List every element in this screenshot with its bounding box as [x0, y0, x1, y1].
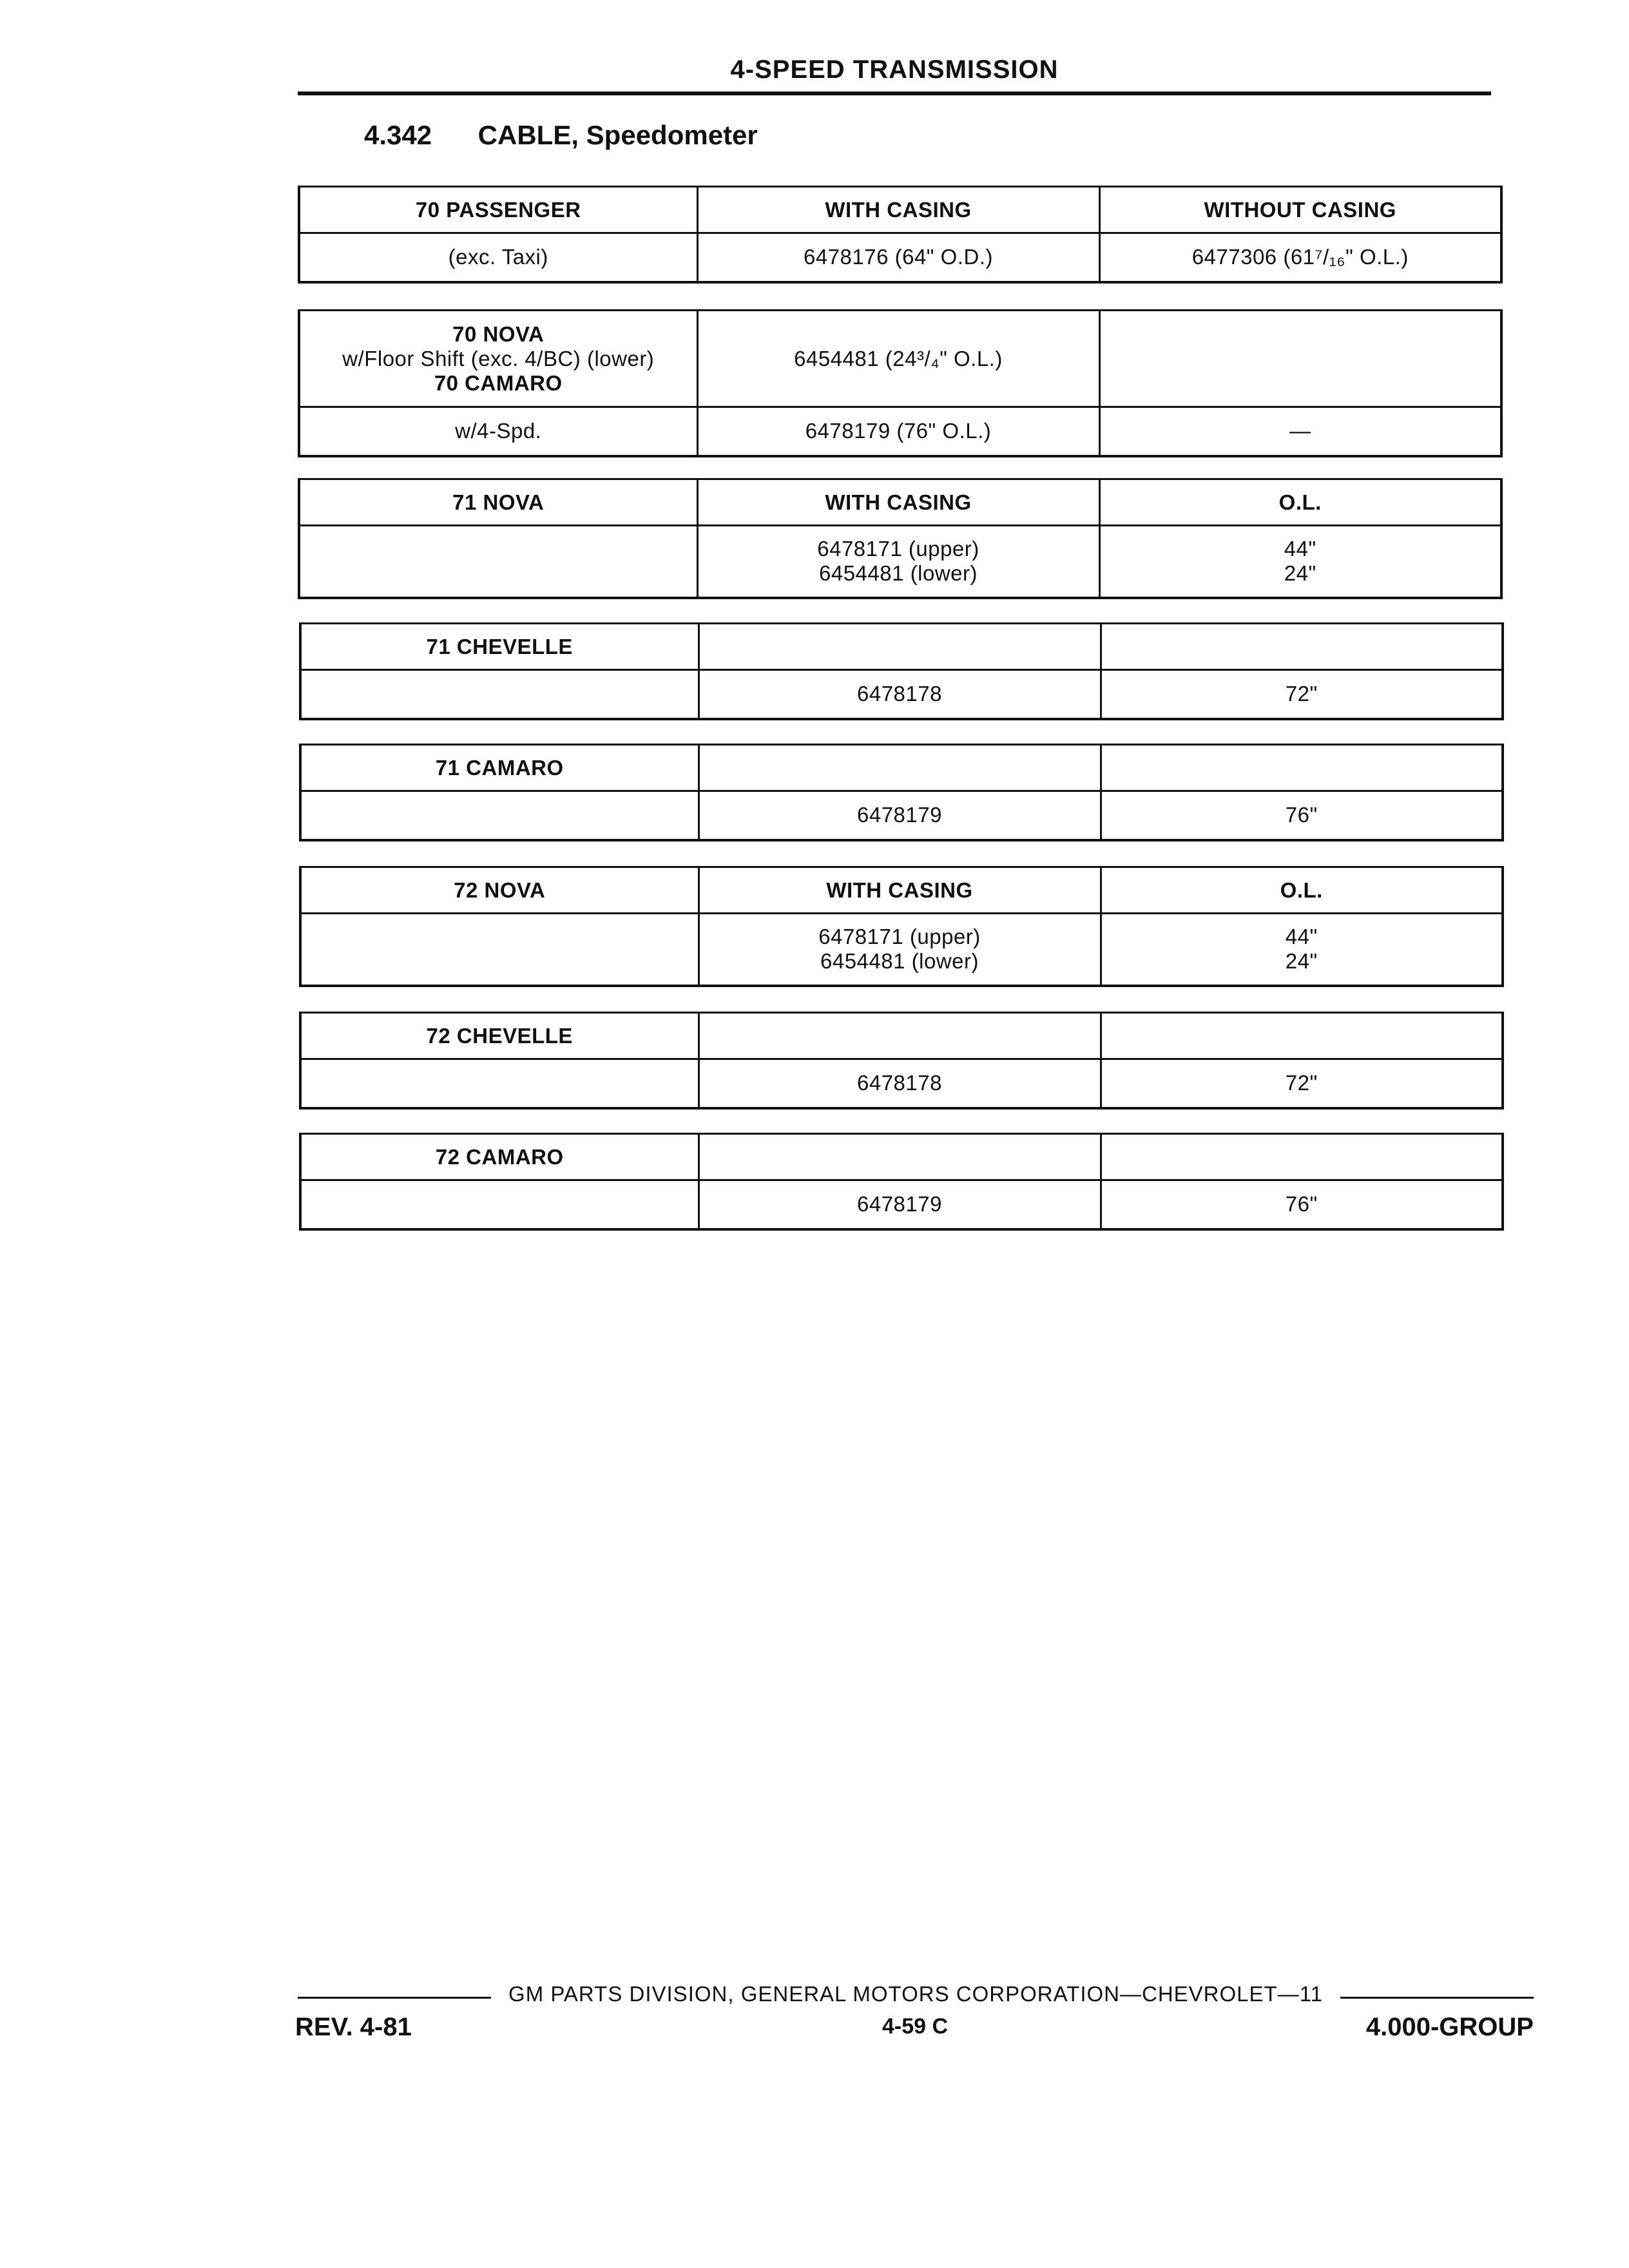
footer-rule-left	[298, 1997, 491, 1999]
length-cell: 72"	[1101, 1059, 1503, 1108]
length-cell: 72"	[1101, 670, 1503, 719]
footer-page-number: 4-59 C	[882, 2014, 949, 2039]
casing-cell: 6478179 (76" O.L.)	[697, 407, 1099, 456]
model-cell: 72 CAMARO	[300, 1134, 699, 1180]
casing-cell: 6478178	[699, 1059, 1101, 1108]
model-cell	[300, 1059, 699, 1108]
model-cell: 71 NOVA	[299, 479, 697, 526]
casing-cell: 6478178	[699, 670, 1101, 719]
table-row	[300, 867, 1503, 914]
footer-revision: REV. 4-81	[295, 2013, 412, 2041]
parts-table	[299, 1012, 1504, 1110]
table-row	[299, 526, 1501, 598]
casing-cell: 6478179	[699, 1180, 1101, 1229]
length-cell: WITHOUT CASING	[1099, 187, 1501, 233]
casing-cell	[699, 1013, 1101, 1059]
table-row	[299, 233, 1501, 282]
length-cell: O.L.	[1101, 867, 1503, 914]
parts-table	[299, 622, 1504, 720]
length-cell	[1101, 624, 1503, 670]
table-row	[299, 479, 1501, 526]
model-cell: w/4-Spd.	[299, 407, 697, 456]
casing-cell: 6478171 (upper) 6454481 (lower)	[699, 914, 1101, 986]
parts-table	[298, 309, 1503, 457]
section-title	[364, 120, 758, 151]
model-cell: 70 NOVA w/Floor Shift (exc. 4/BC) (lower) 70 CAMARO	[299, 311, 697, 407]
parts-table	[298, 186, 1503, 284]
length-cell: 44" 24"	[1101, 914, 1503, 986]
length-cell: O.L.	[1099, 479, 1501, 526]
footer-group: 4.000-GROUP	[1365, 2013, 1534, 2041]
table-row	[300, 1059, 1503, 1108]
length-cell	[1101, 1134, 1503, 1180]
model-cell: 72 NOVA	[300, 867, 699, 914]
casing-cell: WITH CASING	[697, 187, 1099, 233]
casing-cell: WITH CASING	[697, 479, 1099, 526]
length-cell: 44" 24"	[1099, 526, 1501, 598]
model-cell	[300, 1180, 699, 1229]
casing-cell: 6454481 (24³/₄" O.L.)	[697, 311, 1099, 407]
parts-table	[299, 744, 1504, 841]
length-cell	[1101, 745, 1503, 791]
header-rule	[298, 91, 1491, 95]
casing-cell	[699, 745, 1101, 791]
model-cell	[299, 526, 697, 598]
model-cell: 72 CHEVELLE	[300, 1013, 699, 1059]
table-row	[300, 1134, 1503, 1180]
section-number: 4.342	[364, 120, 432, 150]
table-row	[300, 914, 1503, 986]
casing-cell: 6478176 (64" O.D.)	[697, 233, 1099, 282]
model-cell: 71 CAMARO	[300, 745, 699, 791]
footer-credit: GM PARTS DIVISION, GENERAL MOTORS CORPORATION—CHEVROLET—11	[508, 1982, 1323, 2006]
table-row	[300, 1013, 1503, 1059]
length-cell: 76"	[1101, 791, 1503, 840]
table-row	[300, 624, 1503, 670]
casing-cell	[699, 624, 1101, 670]
table-row	[299, 311, 1501, 407]
model-cell	[300, 791, 699, 840]
table-row	[300, 1180, 1503, 1229]
length-cell: 6477306 (61⁷/₁₆" O.L.)	[1099, 233, 1501, 282]
length-cell	[1099, 311, 1501, 407]
table-row	[299, 187, 1501, 233]
model-cell	[300, 914, 699, 986]
model-cell	[300, 670, 699, 719]
length-cell: —	[1099, 407, 1501, 456]
page-header: 4-SPEED TRANSMISSION	[730, 55, 1059, 84]
casing-cell	[699, 1134, 1101, 1180]
parts-table	[299, 1133, 1504, 1231]
table-row	[300, 745, 1503, 791]
footer-rule-right	[1340, 1997, 1534, 1999]
table-row	[300, 670, 1503, 719]
section-name: CABLE, Speedometer	[477, 120, 758, 150]
model-cell: 70 PASSENGER	[299, 187, 697, 233]
table-row	[300, 791, 1503, 840]
model-cell: 71 CHEVELLE	[300, 624, 699, 670]
parts-table	[299, 866, 1504, 987]
casing-cell: 6478171 (upper) 6454481 (lower)	[697, 526, 1099, 598]
model-cell: (exc. Taxi)	[299, 233, 697, 282]
casing-cell: 6478179	[699, 791, 1101, 840]
length-cell: 76"	[1101, 1180, 1503, 1229]
parts-table	[298, 478, 1503, 599]
length-cell	[1101, 1013, 1503, 1059]
table-row	[299, 407, 1501, 456]
casing-cell: WITH CASING	[699, 867, 1101, 914]
